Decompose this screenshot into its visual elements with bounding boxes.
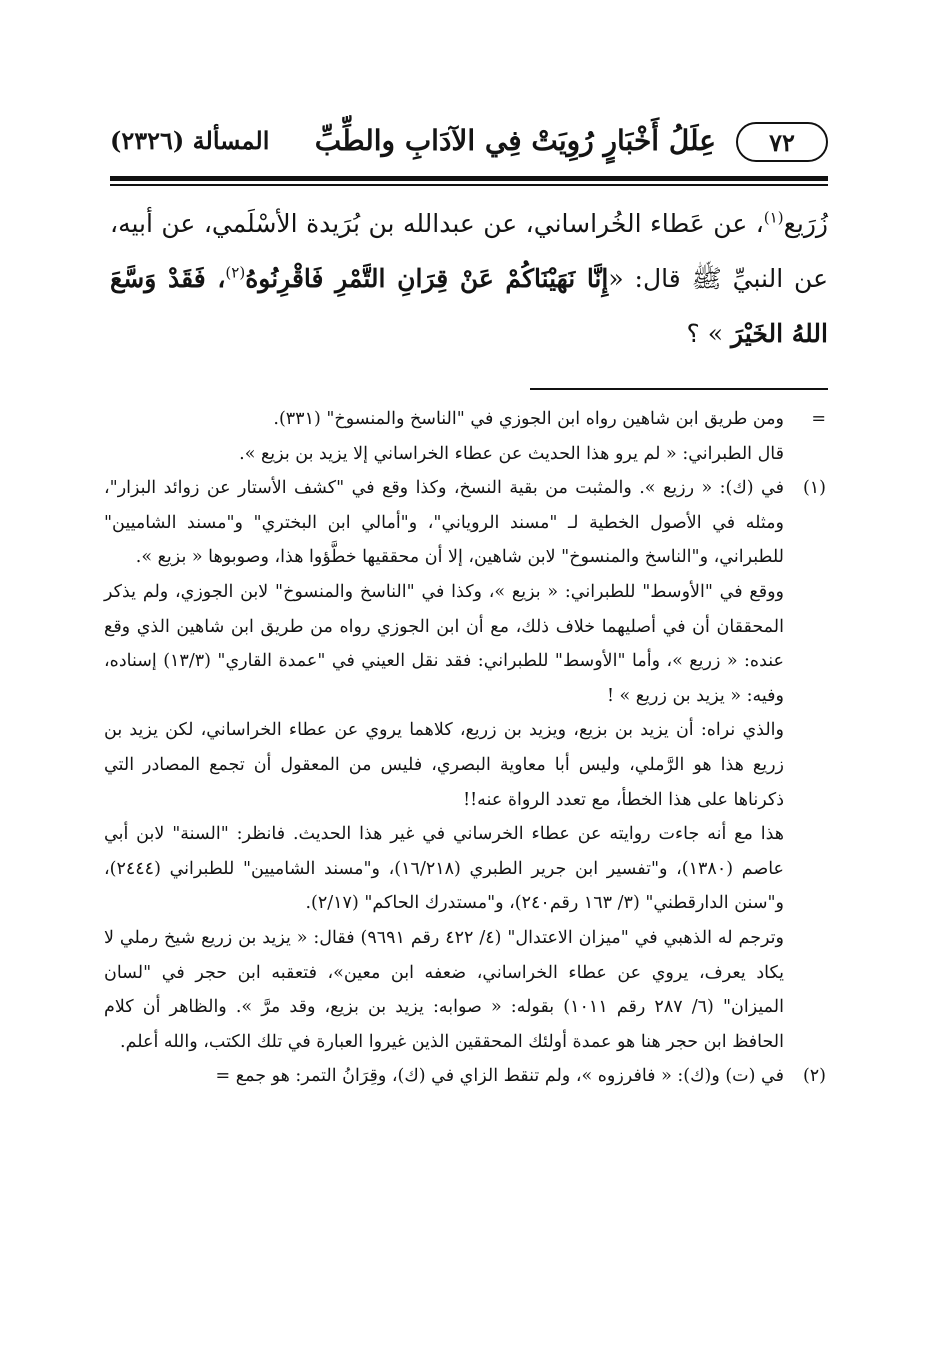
hadith-quote: إِنَّا نَهَيْنَاكُمْ عَنْ قِرَانِ التَّمْرِ فَاقْرِنُوهُ (245, 264, 609, 293)
footnote-ref-1: (١) (763, 208, 784, 227)
footnotes (104, 402, 828, 1094)
footnote-paragraph: وترجم له الذهبي في "ميزان الاعتدال" (٤/ ٤٢٢ رقم ٩٦٩١) فقال: « يزيد بن زريع شيخ رملي لا يكاد يعرف، يروي عن عطاء الخراساني، ضعفه ابن معين»، فتعقبه ابن حجر في "لسان الميزان" (٦/ ٢٨٧ رقم ١٠١١) بقوله: « صوابه: يزيد بن بزيع، وقد مرَّ ». والظاهر أن كلام الحافظ ابن حجر هنا هو عمدة أولئك المحققين الذين غيروا العبارة في تلك الكتب، والله أعلم. (104, 927, 784, 1052)
header-rule-thick (110, 176, 828, 181)
footnote-1-mark: (١) (802, 478, 826, 499)
narrator-name: زُرَيع (783, 209, 828, 238)
footnote-paragraph: والذي نراه: أن يزيد بن بزيع، ويزيد بن زريع، كلاهما يروي عن عطاء الخراساني، لكن يزيد بن زريع هذا هو الرَّملي، وليس أبا معاوية البصري، فليس من المعقول أن تجمع المصادر التي ذكرناها على هذا الخطأ، مع تعدد الرواة عنه!! (104, 720, 784, 810)
main-text (110, 196, 828, 361)
quote-closing: » ؟ (686, 319, 731, 348)
footnote-paragraph: في (ت) و(ك): « فافرزوه »، ولم تنقط الزاي في (ك)، وقِرَانُ التمر: هو جمع = (215, 1066, 784, 1087)
continuation-mark: = (811, 409, 826, 429)
footnote-separator (530, 388, 828, 390)
book-title: عِلَلُ أَخْبَارٍ رُوِيَتْ فِي الآدَابِ والطِّبِّ (314, 124, 716, 157)
footnote-ref-2: (٢) (225, 263, 246, 282)
footnote-2-mark: (٢) (802, 1066, 826, 1087)
footnote-line: قال الطبراني: « لم يرو هذا الحديث عن عطاء الخراساني إلا يزيد بن بزيع ». (239, 443, 784, 464)
header-rule-thin (110, 184, 828, 186)
footnote-paragraph: في (ك): « رزيع ». والمثبت من بقية النسخ، وكذا وقع في "كشف الأستار عن زوائد البزار"، ومثله في الأصول الخطية لـ "مسند الروياني"، و"أمالي ابن البختري" و"مسند الشاميين" للطبراني، و"الناسخ والمنسوخ" لابن شاهين، إلا أن محققيها خطَّؤوا هذا، وصوبوها « بزيع ». (104, 478, 784, 568)
footnote-1 (104, 471, 828, 1059)
hadith-quote-rest: ، فَقَدْ وَسَّعَ اللهُ الخَيْرَ (110, 264, 828, 348)
isnad-text: ، عن عَطاء الخُراساني، عن عبدالله بن بُرَيدة الأسْلَمي، عن أبيه، عن النبيِّ ﷺ قال: « (110, 209, 829, 293)
footnote-paragraph: هذا مع أنه جاءت روايته عن عطاء الخرساني في غير هذا الحديث. فانظر: "السنة" لابن أبي عاصم (١٣٨٠)، و"تفسير ابن جرير الطبري (١٦/٢١٨)، و"مسند الشاميين" للطبراني (٢٤٤٤)، و"سنن الدارقطني" (٣/ ١٦٣ رقم٢٤٠)، و"مستدرك الحاكم" (٢/١٧). (104, 824, 784, 914)
footnote-continued (104, 402, 828, 471)
section-number: المسألة (٢٣٢٦) (110, 126, 270, 155)
footnote-paragraph: ووقع في "الأوسط" للطبراني: « بزيع »، وكذا في "الناسخ والمنسوخ" لابن الجوزي، ولم يذكر المحققان أن في أصليهما خلاف ذلك، مع أن ابن الجوزي رواه من طريق ابن شاهين الذي وقع عنده: « زريع »، وأما "الأوسط" للطبراني: فقد نقل العيني في "عمدة القاري" (١٣/٣) إسناده، وفيه: « يزيد بن زريع » ! (104, 581, 784, 706)
footnote-2 (104, 1059, 828, 1094)
running-header (110, 110, 828, 176)
footnote-line: ومن طريق ابن شاهين رواه ابن الجوزي في "الناسخ والمنسوخ" (٣٣١). (273, 409, 784, 429)
page-number: ٧٢ (736, 122, 828, 162)
main-paragraph (110, 196, 828, 361)
